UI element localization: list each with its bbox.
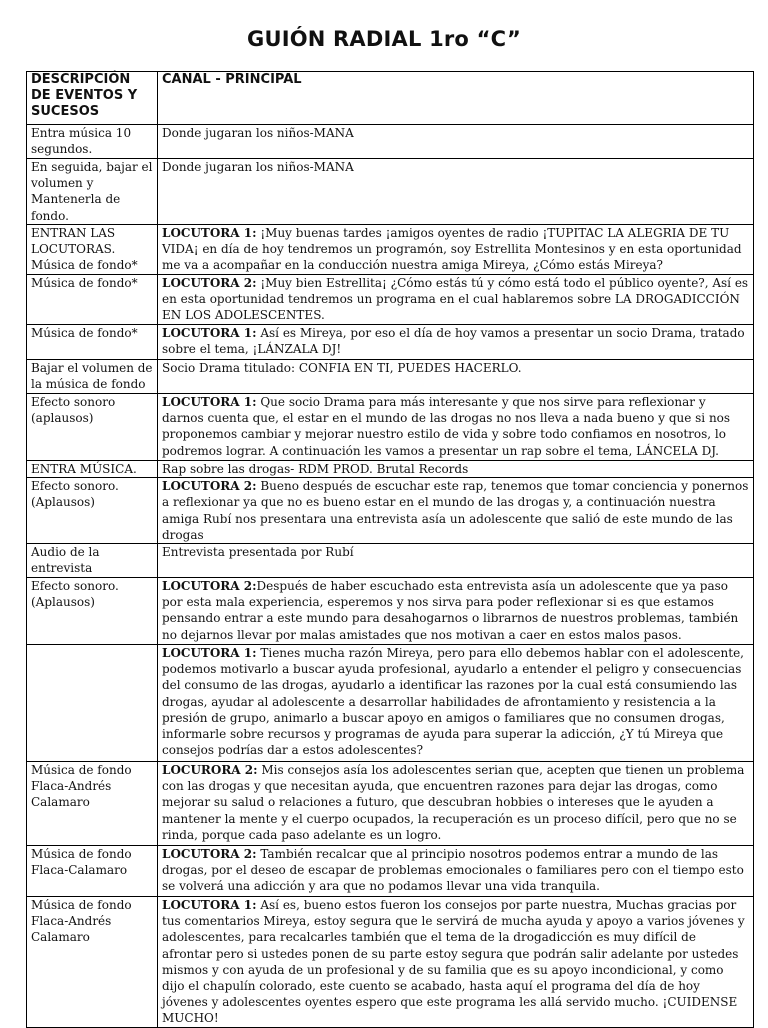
dialogue-text: Bueno después de escuchar este rap, tenemos que tomar conciencia y ponernos a reflexionar ya que no es bueno estar en el mundo de las drogas y, a continuación nuestra amiga Rubí nos presentara una entrevista asía un adolescente que salió de este mundo de las drogas [162, 479, 749, 542]
content-cell [158, 461, 754, 478]
event-cell: Audio de la entrevista [27, 544, 158, 578]
speaker-label: LOCUTORA 2: [162, 276, 257, 290]
event-cell: ENTRAN LAS LOCUTORAS. Música de fondo* [27, 225, 158, 275]
dialogue-text: Así es, bueno estos fueron los consejos por parte nuestra, Muchas gracias por tus comentarios Mireya, estoy segura que le servirá de mucha ayuda y apoyo a varios jóvenes y adolescentes, para recalcarles también que el tema de la drogadicción es muy difícil de afrontar pero si ustedes ponen de su parte estoy segura que podrán salir adelante por ustedes mismos y con ayuda de un profesional y de su familia que es su apoyo incondicional, y como dijo el chapulín colorado, este cuento se acabado, hasta aquí el programa del día de hoy jóvenes y adolescentes oyentes espero que este programa les allá servido mucho. ¡CUIDENSE MUCHO! [162, 898, 745, 1026]
speaker-label: LOCUTORA 2: [162, 847, 257, 862]
table-row [27, 478, 754, 544]
speaker-label: LOCUTORA 1: [162, 395, 257, 409]
content-cell [158, 897, 754, 1028]
speaker-label: LOCUTORA 1: [162, 898, 257, 913]
table-row [27, 544, 754, 578]
content-cell [158, 478, 754, 544]
table-row [27, 325, 754, 360]
dialogue-text: ¡Muy bien Estrellita¡ ¿Cómo estás tú y cómo está todo el público oyente?, Así es en esta oportunidad tendremos un programa en el cual hablaremos sobre LA DROGADICCIÓN EN LOS ADOLESCENTES. [162, 276, 749, 323]
speaker-label: LOCUTORA 1: [162, 646, 257, 661]
content-cell [158, 762, 754, 846]
event-cell: Efecto sonoro. (Aplausos) [27, 578, 158, 645]
speaker-label: LOCUTORA 2: [162, 479, 257, 494]
dialogue-text: Donde jugaran los niños-MANA [162, 160, 354, 174]
content-cell [158, 125, 754, 159]
event-cell: Música de fondo Flaca-Calamaro [27, 846, 158, 897]
table-body [27, 125, 754, 1028]
content-cell [158, 325, 754, 360]
table-header-row [27, 72, 754, 125]
content-cell [158, 846, 754, 897]
event-cell: Entra música 10 segundos. [27, 125, 158, 159]
radio-script-table [26, 71, 754, 1028]
event-cell [27, 645, 158, 762]
speaker-label: LOCUTORA 1: [162, 326, 257, 340]
event-cell: Música de fondo* [27, 275, 158, 325]
dialogue-text: También recalcar que al principio nosotros podemos entrar a mundo de las drogas, por el deseo de escapar de problemas emocionales o familiares pero con el tiempo esto se volverá una adicción y ara que no podamos llevar una vida tranquila. [162, 847, 744, 894]
dialogue-text: Tienes mucha razón Mireya, pero para ello debemos hablar con el adolescente, podemos motivarlo a buscar ayuda profesional, ayudarlo a entender el peligro y consecuencias del consumo de las drogas, ayudarlo a identificar las razones por la cual está consumiendo las drogas, ayudar al adolescente a desarrollar habilidades de afrontamiento y resistencia a la presión de grupo, animarlo a buscar apoyo en amigos o familiares que no consumen drogas, informarle sobre recursos y programas de ayuda para superar la adicción, ¿Y tú Mireya que consejos podrías dar a estos adolescentes? [162, 646, 744, 758]
dialogue-text: Así es Mireya, por eso el día de hoy vamos a presentar un socio Drama, tratado sobre el tema, ¡LÁNZALA DJ! [162, 326, 745, 357]
event-cell: Música de fondo Flaca-Andrés Calamaro [27, 897, 158, 1028]
table-row [27, 897, 754, 1028]
table-row [27, 846, 754, 897]
dialogue-text: Entrevista presentada por Rubí [162, 545, 354, 560]
dialogue-text: Después de haber escuchado esta entrevista asía un adolescente que ya paso por esta mala experiencia, esperemos y nos sirva para poder reflexionar si es que estamos pensando entrar a este mundo para desahogarnos o librarnos de nuestros problemas, también no dejarnos llevar por malas amistades que nos motivan a caer en estos malos pasos. [162, 579, 739, 642]
event-cell: En seguida, bajar el volumen y Mantenerla de fondo. [27, 159, 158, 225]
table-row [27, 645, 754, 762]
event-cell: ENTRA MÚSICA. [27, 461, 158, 478]
document-title: GUIÓN RADIAL 1ro “C” [247, 27, 521, 51]
header-events: DESCRIPCIÓN DE EVENTOS Y SUCESOS [27, 72, 158, 125]
dialogue-text: Que socio Drama para más interesante y que nos sirve para reflexionar y darnos cuenta que, el estar en el mundo de las drogas no nos lleva a nada bueno y que si nos proponemos cambiar y mejorar nuestro estilo de vida y sobre todo confiamos en nosotros, lo podremos lograr. A continuación les vamos a presentar un rap sobre el tema, LÁNCELA DJ. [162, 395, 731, 458]
event-cell: Efecto sonoro. (Aplausos) [27, 478, 158, 544]
event-cell: Efecto sonoro (aplausos) [27, 394, 158, 461]
table-row [27, 360, 754, 394]
event-cell: Bajar el volumen de la música de fondo [27, 360, 158, 394]
table-row [27, 225, 754, 275]
dialogue-text: Mis consejos asía los adolescentes serian que, acepten que tienen un problema con las drogas y que necesitan ayuda, que encuentren razones para dejar las drogas, como mejorar su salud o relaciones a futuro, que descubran hobbies o intereses que le ayuden a mantener la mente y el cuerpo ocupados, la recuperación es un proceso difícil, pero que no se rinda, porque cada paso adelante es un logro. [162, 763, 745, 842]
content-cell [158, 225, 754, 275]
table-row [27, 159, 754, 225]
dialogue-text: Rap sobre las drogas- RDM PROD. Brutal Records [162, 462, 469, 476]
speaker-label: LOCURORA 2: [162, 763, 258, 778]
table-row [27, 394, 754, 461]
event-cell: Música de fondo Flaca-Andrés Calamaro [27, 762, 158, 846]
content-cell [158, 578, 754, 645]
event-cell: Música de fondo* [27, 325, 158, 360]
dialogue-text: Socio Drama titulado: CONFIA EN TI, PUEDES HACERLO. [162, 361, 522, 375]
dialogue-text: ¡Muy buenas tardes ¡amigos oyentes de radio ¡TUPITAC LA ALEGRIA DE TU VIDA¡ en día de hoy tendremos un programón, soy Estrellita Montesinos y en esta oportunidad me va a acompañar en la conducción nuestra amiga Mireya, ¿Cómo estás Mireya? [162, 226, 742, 273]
table-row [27, 461, 754, 478]
content-cell [158, 159, 754, 225]
content-cell [158, 645, 754, 762]
speaker-label: LOCUTORA 1: [162, 226, 257, 240]
content-cell [158, 544, 754, 578]
dialogue-text: Donde jugaran los niños-MANA [162, 126, 354, 140]
speaker-label: LOCUTORA 2: [162, 579, 257, 594]
content-cell [158, 275, 754, 325]
table-row [27, 762, 754, 846]
content-cell [158, 360, 754, 394]
table-row [27, 125, 754, 159]
table-row [27, 578, 754, 645]
content-cell [158, 394, 754, 461]
header-main-channel: CANAL - PRINCIPAL [158, 72, 754, 125]
table-row [27, 275, 754, 325]
